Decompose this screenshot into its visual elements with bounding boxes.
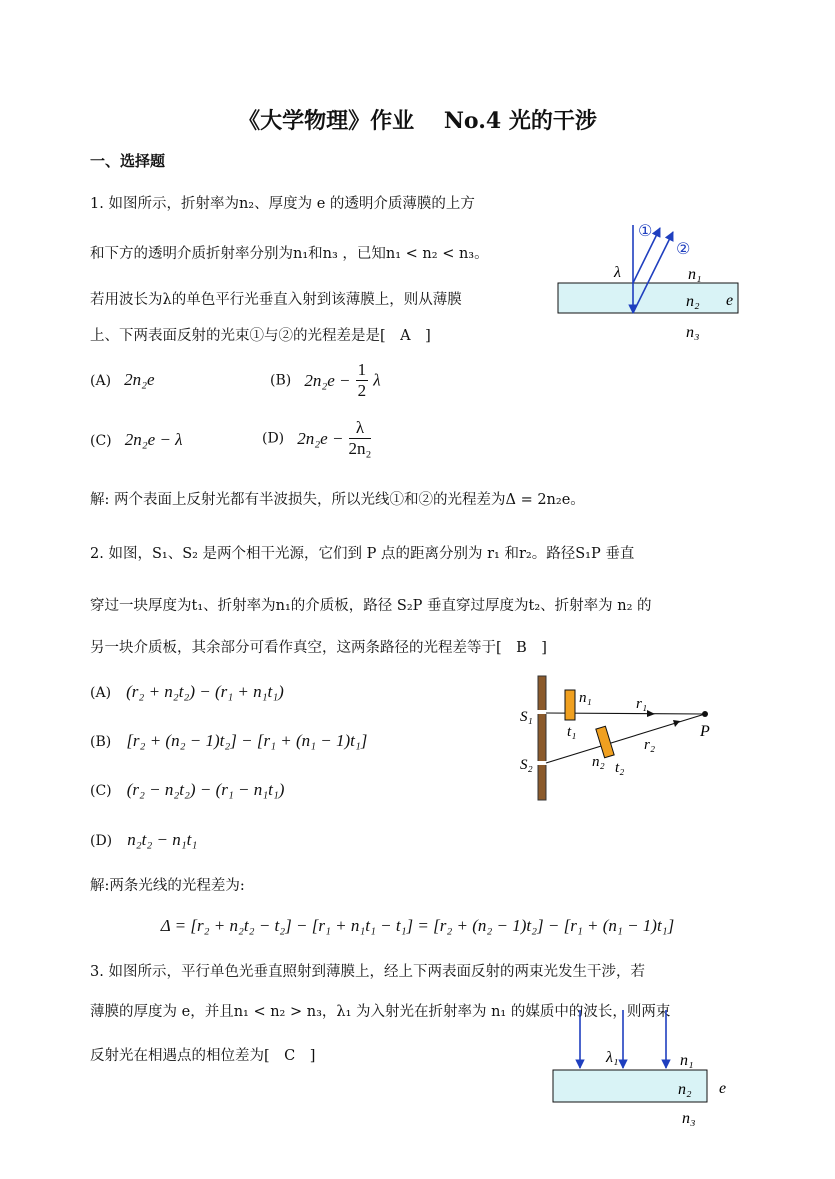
n1-label: n₁ bbox=[688, 266, 702, 283]
q1-line3: 若用波长为λ的单色平行光垂直入射到该薄膜上，则从薄膜 bbox=[90, 292, 462, 308]
option-label: (A) bbox=[90, 373, 112, 389]
option-expr: 2n₂e − bbox=[304, 370, 351, 390]
lambda1-label: λ₁ bbox=[606, 1049, 619, 1066]
n3-label: n₃ bbox=[682, 1110, 696, 1127]
q3-line3: 反射光在相遇点的相位差为[ C ] bbox=[90, 1048, 316, 1064]
q1-line1: 1. 如图所示，折射率为n₂、厚度为 e 的透明介质薄膜的上方 bbox=[90, 196, 475, 212]
option-label: (D) bbox=[262, 430, 285, 447]
s1-label: S₁ bbox=[520, 709, 533, 725]
plate-1 bbox=[565, 690, 575, 720]
option-expr: 2n₂e bbox=[124, 370, 155, 389]
q2-option-a bbox=[90, 682, 284, 702]
option-label: (B) bbox=[270, 372, 292, 389]
q3-thin-film-figure bbox=[540, 1010, 740, 1135]
q1-option-d bbox=[262, 418, 371, 459]
q1-option-b bbox=[270, 360, 381, 401]
option-label: (C) bbox=[90, 783, 112, 799]
n3-label: n₃ bbox=[686, 324, 700, 341]
option-expr: (r₂ + n₂t₂) − (r₁ + n₁t₁) bbox=[126, 682, 284, 701]
q2-option-d bbox=[90, 830, 197, 850]
frac-den: 2n₂ bbox=[348, 439, 372, 458]
option-label: (C) bbox=[90, 433, 112, 449]
q1-line2: 和下方的透明介质折射率分别为n₁和n₃ ，已知n₁ < n₂ < n₃。 bbox=[90, 246, 489, 262]
option-expr: 2n₂e − λ bbox=[124, 430, 183, 449]
q1-option-a bbox=[90, 370, 155, 390]
ray1-label: ① bbox=[638, 221, 653, 240]
q2-option-b bbox=[90, 731, 367, 751]
n1-label: n₁ bbox=[579, 690, 592, 706]
option-expr-tail: λ bbox=[373, 370, 381, 390]
frac-num: λ bbox=[349, 418, 372, 439]
q2-line2: 穿过一块厚度为t₁、折射率为n₁的介质板，路径 S₂P 垂直穿过厚度为t₂、折射率为 n₂ 的 bbox=[90, 598, 652, 614]
section-heading: 一、选择题 bbox=[90, 152, 166, 170]
frac-num: 1 bbox=[357, 360, 367, 379]
q1-thin-film-figure bbox=[540, 220, 750, 350]
q2-line3: 另一块介质板，其余部分可看作真空，这两条路径的光程差等于[ B ] bbox=[90, 640, 547, 656]
n2-label: n₂ bbox=[686, 293, 700, 310]
q2-line1: 2. 如图，S₁、S₂ 是两个相干光源，它们到 P 点的距离分别为 r₁ 和r₂。路径S₁P 垂直 bbox=[90, 546, 635, 562]
film-layer bbox=[558, 283, 738, 313]
t2-label: t₂ bbox=[615, 760, 625, 776]
frac-den: 2 bbox=[357, 381, 367, 400]
q2-double-slit-figure bbox=[512, 672, 732, 804]
option-expr: n₂t₂ − n₁t₁ bbox=[127, 830, 198, 849]
q1-option-c bbox=[90, 430, 183, 450]
option-label: (B) bbox=[90, 734, 112, 750]
option-expr: (r₂ − n₂t₂) − (r₁ − n₁t₁) bbox=[126, 780, 285, 799]
q1-line4: 上、下两表面反射的光束①与②的光程差是是[ A ] bbox=[90, 328, 431, 344]
r2-label: r₂ bbox=[644, 737, 656, 753]
option-label: (D) bbox=[90, 833, 113, 849]
q2-solution-label: 解:两条光线的光程差为: bbox=[90, 878, 245, 894]
s2-label: S₂ bbox=[520, 757, 533, 773]
t1-label: t₁ bbox=[567, 724, 577, 740]
lambda-label: λ bbox=[614, 264, 621, 281]
option-label: (A) bbox=[90, 685, 112, 701]
thickness-label: e bbox=[726, 292, 734, 309]
point-p bbox=[702, 711, 708, 717]
q1-solution: 解: 两个表面上反射光都有半波损失，所以光线①和②的光程差为Δ = 2n₂e。 bbox=[90, 492, 585, 508]
n2-label: n₂ bbox=[678, 1081, 692, 1098]
r1-label: r₁ bbox=[636, 696, 648, 712]
n2-label: n₂ bbox=[592, 754, 605, 770]
n1-label: n₁ bbox=[680, 1052, 694, 1069]
thickness-label: e bbox=[719, 1080, 727, 1097]
slit-wall bbox=[538, 676, 546, 800]
p-label: P bbox=[700, 723, 710, 740]
q3-line2: 薄膜的厚度为 e，并且n₁ < n₂ > n₃，λ₁ 为入射光在折射率为 n₁ 的媒质中的波长，则两束 bbox=[90, 1004, 671, 1020]
page-title: 《大学物理》作业 No.4 光的干涉 bbox=[238, 108, 597, 134]
ray2-label: ② bbox=[676, 239, 691, 258]
option-expr: [r₂ + (n₂ − 1)t₂] − [r₁ + (n₁ − 1)t₁] bbox=[126, 731, 368, 750]
q3-line1: 3. 如图所示，平行单色光垂直照射到薄膜上，经上下两表面反射的两束光发生干涉，若 bbox=[90, 964, 645, 980]
q2-option-c bbox=[90, 780, 284, 800]
option-expr: 2n₂e − bbox=[297, 428, 344, 448]
q2-solution-equation: Δ = [r₂ + n₂t₂ − t₂] − [r₁ + n₁t₁ − t₁] = [r₂ + (n₂ − 1)t₂] − [r₁ + (n₁ − 1)t₁] bbox=[160, 916, 675, 935]
